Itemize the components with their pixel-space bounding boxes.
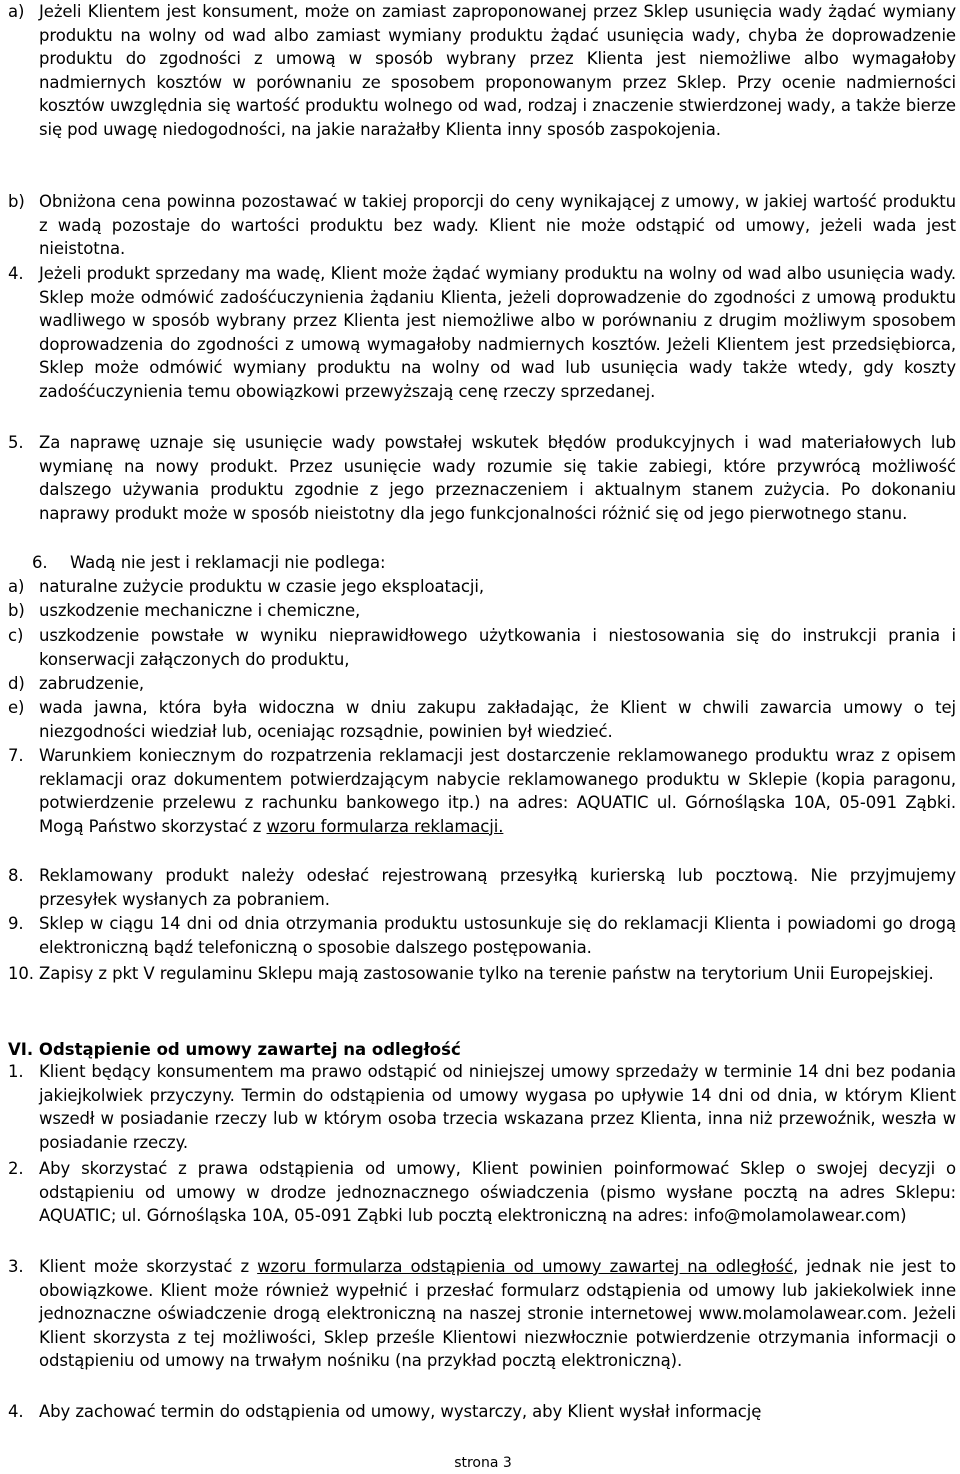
- list-marker: b): [8, 192, 25, 211]
- list-text-pre: Klient może skorzystać z: [39, 1257, 250, 1276]
- page-number: strona 3: [454, 1455, 512, 1471]
- list-marker: 9.: [8, 914, 24, 933]
- list-item: [8, 262, 956, 403]
- list-text: Sklep w ciągu 14 dni od dnia otrzymania produktu ustosunkuje się do reklamacji Klienta i powiadomi go drogą elektroniczną bądź telefoniczną o sposobie dalszego postępowania.: [39, 914, 956, 957]
- list-marker: d): [8, 674, 25, 693]
- list-marker: 6.: [32, 553, 48, 572]
- list-item: [8, 431, 956, 525]
- list-text-body: Warunkiem koniecznym do rozpatrzenia reklamacji jest dostarczenie reklamowanego produktu wraz z opisem reklamacji oraz dokumentem potwierdzającym nabycie reklamowanego produktu w Sklepie (kopia paragonu, potwierdzenie przelewu z rachunku bankowego itp.) na adres: AQUATIC ul. Górnośląska 10A, 05-091 Ząbki. Mogą Państwo skorzystać z: [39, 746, 956, 836]
- list-text: Za naprawę uznaje się usunięcie wady powstałej wskutek błędów produkcyjnych i wad materiałowych lub wymianę na nowy produkt. Przez usunięcie wady rozumie się takie zabiegi, które przywrócą możliwość dalszego używania produktu zgodnie z jego przeznaczeniem i aktualnym stanem zużycia. Po dokonaniu naprawy produkt może w sposób nieistotny dla jego funkcjonalności różnić się od jego pierwotnego stanu.: [39, 433, 956, 523]
- withdrawal-form-link[interactable]: wzoru formularza odstąpienia od umowy zawartej na odległość: [257, 1257, 794, 1276]
- list-item: [8, 1157, 956, 1228]
- list-marker: e): [8, 698, 25, 717]
- list-text: Reklamowany produkt należy odesłać rejestrowaną przesyłką kurierską lub pocztową. Nie przyjmujemy przesyłek wysłanych za pobraniem.: [39, 866, 956, 909]
- list-marker: 5.: [8, 433, 24, 452]
- list-marker: 7.: [8, 746, 24, 765]
- list-item: [8, 1060, 956, 1154]
- list-item: [8, 1400, 956, 1424]
- list-text: Zapisy z pkt V regulaminu Sklepu mają zastosowanie tylko na terenie państw na terytorium Unii Europejskiej.: [39, 964, 934, 983]
- list-text: Wadą nie jest i reklamacji nie podlega:: [70, 553, 386, 572]
- list-text: wada jawna, która była widoczna w dniu zakupu zakładając, że Klient w chwili zawarcia umowy o tej niezgodności wiedział lub, oceniając rozsądnie, powinien był wiedzieć.: [39, 698, 956, 741]
- list-text: Jeżeli Klientem jest konsument, może on zamiast zaproponowanej przez Sklep usunięcia wady żądać wymiany produktu na wolny od wad albo zamiast wymiany produktu żądać usunięcia wady, chyba że doprowadzenie produktu do zgodności z umową w sposób wybrany przez Klienta jest niemożliwe albo wymagałoby nadmiernych kosztów w porównaniu ze sposobem proponowanym przez Sklep. Przy ocenie nadmierności kosztów uwzględnia się wartość produktu wolnego od wad, rodzaj i znaczenie stwierdzonej wady, a także bierze się pod uwagę niedogodności, na jakie narażałby Klienta inny sposób zaspokojenia.: [39, 2, 956, 139]
- list-item: [8, 864, 956, 911]
- list-marker: a): [8, 2, 25, 21]
- list-item: [8, 0, 956, 141]
- list-item: [32, 551, 956, 575]
- list-text: [39, 744, 956, 838]
- list-item: [8, 672, 956, 696]
- list-text: naturalne zużycie produktu w czasie jego eksploatacji,: [39, 577, 485, 596]
- list-text-body: , jednak nie jest to obowiązkowe. Klient może również wypełnić i przesłać formularz odstąpienia od umowy lub jakiekolwiek inne jednoznaczne oświadczenie drogą elektroniczną na naszej stronie internetowej www.molamolawear.com. Jeżeli Klient skorzysta z tej możliwości, Sklep prześle Klientowi niezwłocznie potwierdzenie otrzymania informacji o odstąpieniu od umowy na trwałym nośniku (na przykład pocztą elektroniczną).: [39, 1257, 956, 1370]
- list-text: Jeżeli produkt sprzedany ma wadę, Klient może żądać wymiany produktu na wolny od wad albo usunięcia wady. Sklep może odmówić zadośćuczynienia żądaniu Klienta, jeżeli doprowadzenie do zgodności z umową produktu wadliwego w sposób wybrany przez Klienta jest niemożliwe albo w porównaniu z drugim możliwym sposobem doprowadzenia do zgodności z umową wymagałoby nadmiernych kosztów. Jeżeli Klientem jest przedsiębiorca, Sklep może odmówić wymiany produktu na wolny od wad lub usunięcia wady także wtedy, gdy koszty zadośćuczynienia temu obowiązkowi przewyższają cenę rzeczy sprzedanej.: [39, 264, 956, 401]
- list-marker: 3.: [8, 1257, 24, 1276]
- list-item: [8, 190, 956, 261]
- list-text: Obniżona cena powinna pozostawać w takiej proporcji do ceny wynikającej z umowy, w jakiej wartość produktu z wadą pozostaje do wartości produktu bez wady. Klient nie może odstąpić od umowy, jeżeli wada jest nieistotna.: [39, 192, 956, 258]
- list-text: [39, 1255, 956, 1373]
- list-marker: 1.: [8, 1062, 24, 1081]
- list-marker: 4.: [8, 1402, 24, 1421]
- list-item: [8, 744, 956, 838]
- list-text: uszkodzenie mechaniczne i chemiczne,: [39, 601, 361, 620]
- complaint-form-link[interactable]: wzoru formularza reklamacji.: [266, 816, 504, 836]
- list-text: Aby zachować termin do odstąpienia od umowy, wystarczy, aby Klient wysłał informację: [39, 1402, 762, 1421]
- list-text: Klient będący konsumentem ma prawo odstąpić od niniejszej umowy sprzedaży w terminie 14 dni bez podania jakiejkolwiek przyczyny. Termin do odstąpienia od umowy wygasa po upływie 14 dni od dnia, w którym Klient wszedł w posiadanie rzeczy lub w którym osoba trzecia wskazana przez Klienta, inna niż przewoźnik, weszła w posiadanie rzeczy.: [39, 1062, 956, 1152]
- list-marker: c): [8, 626, 24, 645]
- list-marker: 8.: [8, 866, 24, 885]
- list-marker: 4.: [8, 264, 24, 283]
- list-marker: b): [8, 601, 25, 620]
- list-item: [8, 696, 956, 743]
- list-item: [8, 962, 956, 986]
- list-item: [8, 1255, 956, 1373]
- list-marker: 2.: [8, 1159, 24, 1178]
- list-text: uszkodzenie powstałe w wyniku nieprawidłowego użytkowania i niestosowania się do instrukcji prania i konserwacji załączonych do produktu,: [39, 626, 956, 669]
- list-item: [8, 624, 956, 671]
- list-marker: 10.: [8, 964, 34, 983]
- list-item: [8, 912, 956, 959]
- list-text: Aby skorzystać z prawa odstąpienia od umowy, Klient powinien poinformować Sklep o swojej decyzji o odstąpieniu od umowy w drodze jednoznacznego oświadczenia (pismo wysłane pocztą na adres Sklepu: AQUATIC; ul. Górnośląska 10A, 05-091 Ząbki lub pocztą elektroniczną na adres: info@molamolawear.com): [39, 1159, 956, 1225]
- list-item: [8, 575, 956, 599]
- list-marker: a): [8, 577, 25, 596]
- list-text: zabrudzenie,: [39, 674, 145, 693]
- list-item: [8, 599, 956, 623]
- section-heading: VI. Odstąpienie od umowy zawartej na odległość: [8, 1040, 461, 1059]
